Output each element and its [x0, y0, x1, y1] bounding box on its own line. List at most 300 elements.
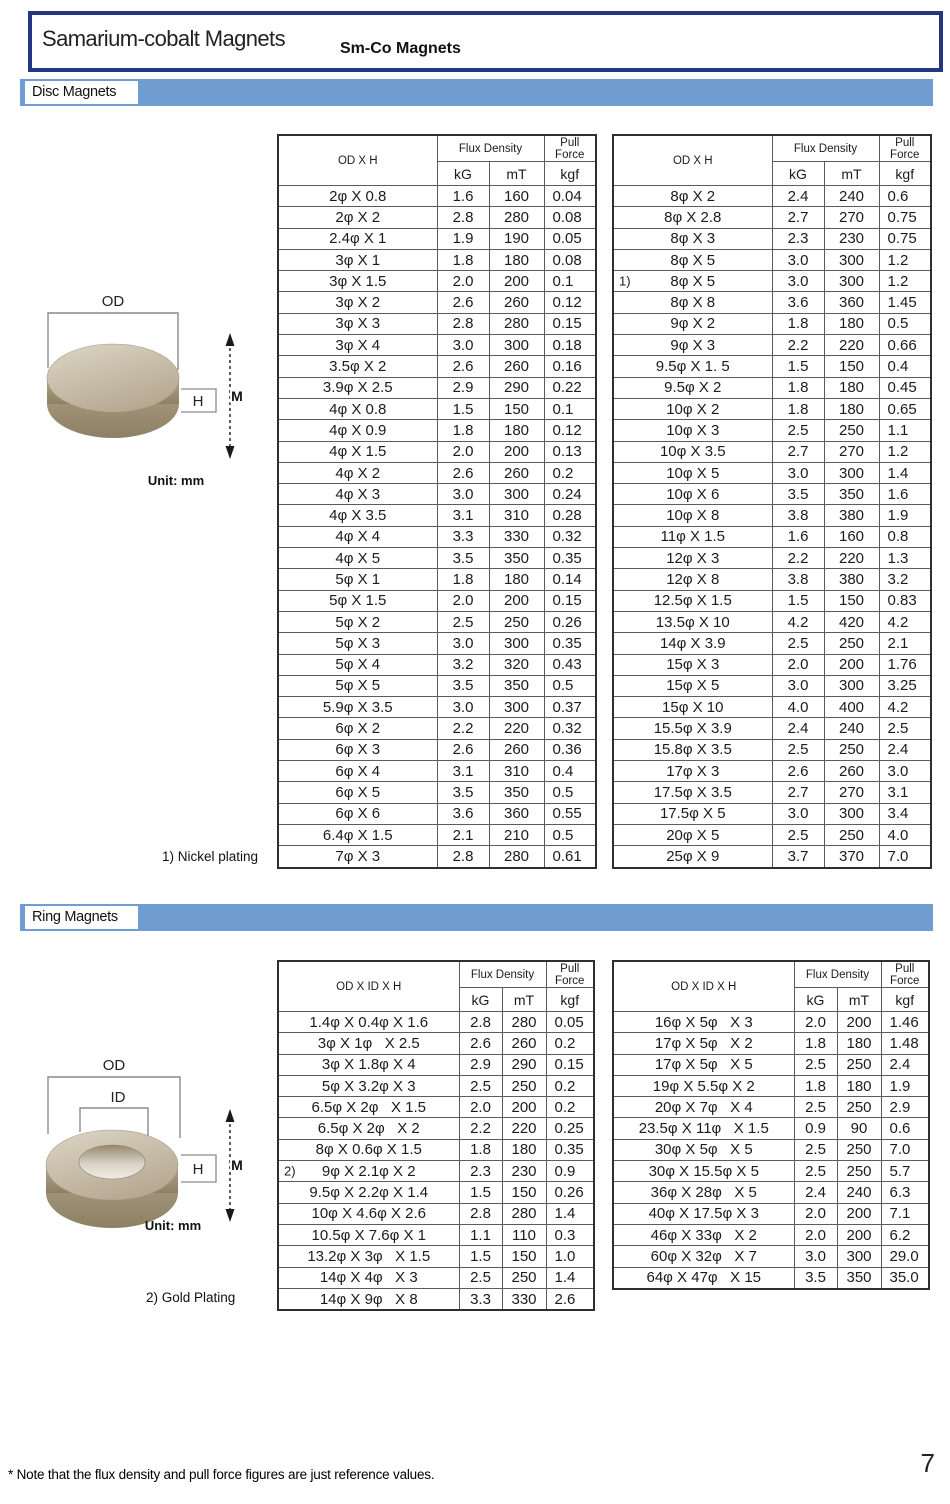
mt-cell: 260	[489, 356, 544, 377]
table-row	[278, 1012, 594, 1033]
mt-cell: 160	[824, 526, 879, 547]
table-row	[278, 249, 596, 270]
size-cell: 60φ X 32φ X 7	[613, 1246, 794, 1267]
mt-cell: 270	[824, 207, 879, 228]
mt-cell: 350	[837, 1267, 881, 1289]
size-cell: 9.5φ X 2.2φ X 1.4	[278, 1182, 459, 1203]
kg-cell: 2.0	[437, 441, 489, 462]
table-row	[613, 420, 931, 441]
kg-cell: 1.8	[772, 313, 824, 334]
flux-density-header: Flux Density	[772, 135, 879, 162]
mt-cell: 220	[489, 718, 544, 739]
ring-magnets-table-right	[612, 960, 930, 1290]
mt-cell: 180	[489, 420, 544, 441]
kg-cell: 3.3	[437, 526, 489, 547]
kgf-cell: 2.5	[879, 718, 931, 739]
mt-cell: 280	[502, 1012, 546, 1033]
mt-cell: 220	[824, 335, 879, 356]
mt-cell: 250	[837, 1161, 881, 1182]
disc-magnets-section-label: Disc Magnets	[25, 81, 138, 104]
kgf-cell: 0.75	[879, 228, 931, 249]
size-cell: 6φ X 5	[278, 782, 437, 803]
kg-cell: 2.8	[437, 313, 489, 334]
table-row	[613, 1097, 929, 1118]
table-row	[613, 1012, 929, 1033]
table-row	[613, 1267, 929, 1289]
size-cell: 23.5φ X 11φ X 1.5	[613, 1118, 794, 1139]
kgf-cell: 1.46	[881, 1012, 929, 1033]
mt-cell: 200	[489, 271, 544, 292]
mt-cell: 300	[837, 1246, 881, 1267]
kg-cell: 3.8	[772, 569, 824, 590]
size-cell: 4φ X 1.5	[278, 441, 437, 462]
mt-cell: 360	[824, 292, 879, 313]
size-cell: 9.5φ X 1. 5	[613, 356, 772, 377]
table-row	[278, 1203, 594, 1224]
kg-cell: 2.9	[459, 1054, 502, 1075]
mt-cell: 290	[502, 1054, 546, 1075]
table-row	[613, 697, 931, 718]
mt-cell: 250	[837, 1097, 881, 1118]
table-row	[278, 1267, 594, 1288]
size-cell: 7φ X 3	[278, 846, 437, 868]
table-row	[278, 654, 596, 675]
size-cell: 6.5φ X 2φ X 2	[278, 1118, 459, 1139]
kgf-cell: 0.6	[881, 1118, 929, 1139]
table-row	[278, 633, 596, 654]
kgf-cell: 0.15	[544, 313, 596, 334]
mt-cell: 280	[489, 846, 544, 868]
kg-cell: 3.0	[437, 697, 489, 718]
table-row	[613, 1118, 929, 1139]
table-row	[613, 249, 931, 270]
table-row	[613, 1033, 929, 1054]
kgf-cell: 0.26	[544, 611, 596, 632]
mt-cell: 300	[489, 633, 544, 654]
size-cell: 25φ X 9	[613, 846, 772, 868]
table-row	[613, 846, 931, 868]
size-cell: 6φ X 6	[278, 803, 437, 824]
table-row	[613, 718, 931, 739]
table-row	[278, 569, 596, 590]
kgf-cell: 1.76	[879, 654, 931, 675]
table-row	[613, 633, 931, 654]
size-cell: 3φ X 4	[278, 335, 437, 356]
kg-cell: 2.0	[794, 1203, 837, 1224]
mt-cell: 250	[824, 420, 879, 441]
kgf-cell: 1.6	[879, 484, 931, 505]
kgf-cell: 0.5	[879, 313, 931, 334]
table-row	[613, 292, 931, 313]
table-row	[613, 1182, 929, 1203]
mt-cell: 240	[824, 718, 879, 739]
table-row	[278, 377, 596, 398]
table-row	[278, 1224, 594, 1245]
mt-cell: 180	[824, 313, 879, 334]
size-cell: 17φ X 5φ X 5	[613, 1054, 794, 1075]
table-row	[613, 356, 931, 377]
ring-magnets-section-bar	[20, 904, 933, 931]
table-row	[278, 186, 596, 207]
kg-cell: 1.8	[437, 249, 489, 270]
od-label: OD	[101, 293, 125, 310]
table-row	[278, 718, 596, 739]
table-row	[278, 739, 596, 760]
mt-cell: 260	[489, 292, 544, 313]
size-cell: 4φ X 0.8	[278, 398, 437, 419]
kg-cell: 2.4	[794, 1182, 837, 1203]
mt-cell: 310	[489, 761, 544, 782]
mt-header: mT	[837, 988, 881, 1012]
kg-cell: 2.7	[772, 441, 824, 462]
kgf-cell: 0.24	[544, 484, 596, 505]
ring-magnets-section-label: Ring Magnets	[25, 906, 138, 929]
table-row	[278, 1139, 594, 1160]
size-cell: 30φ X 5φ X 5	[613, 1139, 794, 1160]
kg-cell: 1.8	[437, 420, 489, 441]
table-row	[278, 292, 596, 313]
kg-cell: 1.6	[772, 526, 824, 547]
kg-cell: 2.6	[437, 462, 489, 483]
size-cell: 14φ X 4φ X 3	[278, 1267, 459, 1288]
kg-cell: 2.2	[459, 1118, 502, 1139]
kg-cell: 2.5	[794, 1097, 837, 1118]
table-row	[613, 1054, 929, 1075]
kgf-cell: 0.35	[544, 548, 596, 569]
kg-cell: 1.5	[437, 398, 489, 419]
kg-header: kG	[459, 988, 502, 1012]
pull-force-header: Pull Force	[544, 135, 596, 162]
size-cell: 3.9φ X 2.5	[278, 377, 437, 398]
table-row	[613, 526, 931, 547]
mt-cell: 280	[489, 313, 544, 334]
table-row	[278, 271, 596, 292]
kgf-cell: 0.04	[544, 186, 596, 207]
size-cell: 3φ X 1φ X 2.5	[278, 1033, 459, 1054]
kgf-header: kgf	[546, 988, 594, 1012]
size-cell: 9φ X 2	[613, 313, 772, 334]
kgf-cell: 0.6	[879, 186, 931, 207]
pull-force-header: Pull Force	[546, 961, 594, 988]
table-row	[278, 1246, 594, 1267]
nickel-plating-note: 1) Nickel plating	[162, 849, 259, 864]
table-row	[278, 675, 596, 696]
size-cell: 10φ X 5	[613, 462, 772, 483]
mt-cell: 200	[837, 1203, 881, 1224]
table-row	[278, 1182, 594, 1203]
mt-cell: 330	[489, 526, 544, 547]
kgf-cell: 3.1	[879, 782, 931, 803]
kgf-cell: 7.1	[881, 1203, 929, 1224]
table-row	[278, 1075, 594, 1096]
kg-cell: 2.5	[772, 633, 824, 654]
ring-magnet-photo	[46, 1130, 178, 1228]
table-row	[278, 1288, 594, 1310]
size-cell: 15φ X 10	[613, 697, 772, 718]
kg-cell: 3.0	[772, 271, 824, 292]
mt-cell: 250	[837, 1139, 881, 1160]
kgf-cell: 1.0	[546, 1246, 594, 1267]
size-cell: 8φ X 0.6φ X 1.5	[278, 1139, 459, 1160]
mt-cell: 150	[502, 1182, 546, 1203]
kg-cell: 1.8	[794, 1033, 837, 1054]
size-cell: 20φ X 5	[613, 824, 772, 845]
kgf-cell: 0.5	[544, 675, 596, 696]
od-label: OD	[102, 1057, 126, 1074]
table-row	[613, 569, 931, 590]
size-cell: 17.5φ X 3.5	[613, 782, 772, 803]
kgf-cell: 1.2	[879, 271, 931, 292]
kgf-cell: 1.2	[879, 249, 931, 270]
table-row	[613, 1224, 929, 1245]
kg-cell: 3.0	[772, 803, 824, 824]
table-row	[278, 441, 596, 462]
kgf-cell: 1.1	[879, 420, 931, 441]
kg-cell: 2.2	[437, 718, 489, 739]
kg-cell: 3.8	[772, 505, 824, 526]
kgf-cell: 0.37	[544, 697, 596, 718]
kgf-cell: 7.0	[879, 846, 931, 868]
mt-header: mT	[824, 162, 879, 186]
mt-header: mT	[489, 162, 544, 186]
kgf-cell: 3.0	[879, 761, 931, 782]
kgf-cell: 0.9	[546, 1161, 594, 1182]
mt-cell: 350	[489, 548, 544, 569]
kgf-cell: 0.18	[544, 335, 596, 356]
kg-cell: 3.0	[772, 462, 824, 483]
mt-cell: 180	[489, 249, 544, 270]
size-cell: 13.5φ X 10	[613, 611, 772, 632]
size-cell: 14φ X 3.9	[613, 633, 772, 654]
mt-cell: 90	[837, 1118, 881, 1139]
mt-cell: 300	[824, 803, 879, 824]
kgf-cell: 0.65	[879, 398, 931, 419]
kg-cell: 2.7	[772, 207, 824, 228]
table-row	[278, 335, 596, 356]
size-cell: 5φ X 1	[278, 569, 437, 590]
kg-cell: 2.4	[772, 718, 824, 739]
mt-cell: 150	[489, 398, 544, 419]
mt-cell: 380	[824, 569, 879, 590]
size-cell: 30φ X 15.5φ X 5	[613, 1161, 794, 1182]
mt-cell: 420	[824, 611, 879, 632]
table-row	[613, 1161, 929, 1182]
mt-cell: 260	[489, 739, 544, 760]
kgf-cell: 3.2	[879, 569, 931, 590]
kg-cell: 2.5	[459, 1267, 502, 1288]
table-row	[613, 271, 931, 292]
table-row	[278, 590, 596, 611]
kg-cell: 3.3	[459, 1288, 502, 1310]
table-row	[613, 335, 931, 356]
table-row	[613, 313, 931, 334]
table-row	[613, 590, 931, 611]
page-number: 7	[920, 1448, 935, 1478]
mt-cell: 190	[489, 228, 544, 249]
size-cell: 5φ X 4	[278, 654, 437, 675]
kgf-cell: 0.32	[544, 526, 596, 547]
kgf-cell: 0.55	[544, 803, 596, 824]
size-cell: 16φ X 5φ X 3	[613, 1012, 794, 1033]
kgf-cell: 35.0	[881, 1267, 929, 1289]
size-cell: 3φ X 1.5	[278, 271, 437, 292]
kgf-cell: 6.3	[881, 1182, 929, 1203]
kg-cell: 3.1	[437, 505, 489, 526]
kgf-cell: 0.35	[546, 1139, 594, 1160]
kg-cell: 1.5	[459, 1182, 502, 1203]
table-row	[613, 782, 931, 803]
kgf-cell: 0.05	[546, 1012, 594, 1033]
kgf-cell: 0.5	[544, 782, 596, 803]
disc-unit-label: Unit: mm	[147, 473, 205, 488]
size-cell: 40φ X 17.5φ X 3	[613, 1203, 794, 1224]
table-row	[278, 1097, 594, 1118]
kgf-cell: 1.9	[881, 1075, 929, 1096]
kg-cell: 2.0	[437, 590, 489, 611]
size-cell: 6φ X 2	[278, 718, 437, 739]
size-cell: 64φ X 47φ X 15	[613, 1267, 794, 1289]
kg-cell: 2.5	[772, 739, 824, 760]
kg-cell: 1.8	[772, 377, 824, 398]
size-cell: 4φ X 5	[278, 548, 437, 569]
size-cell: 10φ X 2	[613, 398, 772, 419]
kgf-cell: 0.12	[544, 292, 596, 313]
mt-cell: 260	[489, 462, 544, 483]
kg-cell: 2.8	[459, 1203, 502, 1224]
size-cell: 3φ X 1.8φ X 4	[278, 1054, 459, 1075]
kg-cell: 4.2	[772, 611, 824, 632]
kg-cell: 0.9	[794, 1118, 837, 1139]
row-marker: 1)	[619, 273, 631, 289]
size-cell: 4φ X 3	[278, 484, 437, 505]
size-cell: 9φ X 2.1φ X 2 2)	[278, 1161, 459, 1182]
row-marker: 2)	[284, 1163, 296, 1179]
table-row	[278, 484, 596, 505]
kgf-cell: 0.32	[544, 718, 596, 739]
size-cell: 13.2φ X 3φ X 1.5	[278, 1246, 459, 1267]
kg-cell: 2.2	[772, 335, 824, 356]
kg-cell: 3.5	[437, 782, 489, 803]
size-column-header: OD X H	[278, 135, 437, 186]
table-row	[613, 505, 931, 526]
table-row	[613, 739, 931, 760]
flux-density-header: Flux Density	[794, 961, 881, 988]
size-cell: 8φ X 5	[613, 249, 772, 270]
mt-cell: 270	[824, 441, 879, 462]
kg-cell: 4.0	[772, 697, 824, 718]
mt-cell: 310	[489, 505, 544, 526]
kg-cell: 2.3	[459, 1161, 502, 1182]
size-cell: 10φ X 4.6φ X 2.6	[278, 1203, 459, 1224]
kg-cell: 1.8	[772, 398, 824, 419]
reference-values-footnote: * Note that the flux density and pull force figures are just reference values.	[8, 1467, 435, 1482]
kgf-cell: 4.2	[879, 697, 931, 718]
mt-cell: 250	[489, 611, 544, 632]
size-cell: 2φ X 0.8	[278, 186, 437, 207]
kg-cell: 2.0	[794, 1224, 837, 1245]
mt-cell: 270	[824, 782, 879, 803]
mt-cell: 220	[824, 548, 879, 569]
page-title: Samarium-cobalt Magnets	[42, 26, 285, 51]
kg-cell: 3.5	[794, 1267, 837, 1289]
kg-cell: 2.8	[437, 207, 489, 228]
kgf-cell: 0.13	[544, 441, 596, 462]
kg-cell: 1.8	[794, 1075, 837, 1096]
size-cell: 2.4φ X 1	[278, 228, 437, 249]
table-row	[278, 1054, 594, 1075]
size-cell: 36φ X 28φ X 5	[613, 1182, 794, 1203]
size-cell: 14φ X 9φ X 8	[278, 1288, 459, 1310]
mt-cell: 300	[489, 335, 544, 356]
mt-cell: 300	[824, 462, 879, 483]
size-cell: 4φ X 2	[278, 462, 437, 483]
kg-cell: 3.5	[437, 675, 489, 696]
size-cell: 8φ X 3	[613, 228, 772, 249]
table-row	[613, 1075, 929, 1096]
mt-cell: 400	[824, 697, 879, 718]
kgf-cell: 1.45	[879, 292, 931, 313]
table-row	[278, 1161, 594, 1182]
kgf-cell: 3.25	[879, 675, 931, 696]
mt-cell: 370	[824, 846, 879, 868]
kg-cell: 3.6	[772, 292, 824, 313]
kgf-cell: 2.9	[881, 1097, 929, 1118]
kg-cell: 2.6	[437, 739, 489, 760]
kgf-cell: 1.9	[879, 505, 931, 526]
kg-cell: 2.1	[437, 824, 489, 845]
kg-cell: 2.7	[772, 782, 824, 803]
kgf-cell: 7.0	[881, 1139, 929, 1160]
size-cell: 10φ X 3.5	[613, 441, 772, 462]
table-row	[278, 1033, 594, 1054]
kgf-cell: 1.48	[881, 1033, 929, 1054]
size-cell: 2φ X 2	[278, 207, 437, 228]
kg-cell: 2.8	[459, 1012, 502, 1033]
mt-cell: 300	[824, 675, 879, 696]
mt-cell: 180	[837, 1033, 881, 1054]
kgf-cell: 6.2	[881, 1224, 929, 1245]
size-cell: 6φ X 3	[278, 739, 437, 760]
mt-cell: 180	[824, 377, 879, 398]
pull-force-header: Pull Force	[879, 135, 931, 162]
size-cell: 5.9φ X 3.5	[278, 697, 437, 718]
table-row	[613, 1203, 929, 1224]
kgf-cell: 0.26	[546, 1182, 594, 1203]
size-cell: 3φ X 1	[278, 249, 437, 270]
mt-cell: 200	[489, 441, 544, 462]
size-cell: 8φ X 5 1)	[613, 271, 772, 292]
table-row	[278, 761, 596, 782]
mt-cell: 200	[837, 1224, 881, 1245]
m-label: M	[231, 1157, 243, 1173]
size-cell: 10φ X 3	[613, 420, 772, 441]
size-cell: 4φ X 0.9	[278, 420, 437, 441]
disc-magnets-section-bar	[20, 79, 933, 106]
table-row	[278, 462, 596, 483]
mt-cell: 230	[824, 228, 879, 249]
kgf-cell: 4.2	[879, 611, 931, 632]
size-cell: 4φ X 4	[278, 526, 437, 547]
kg-cell: 2.8	[437, 846, 489, 868]
kg-cell: 2.0	[772, 654, 824, 675]
size-column-header: OD X ID X H	[613, 961, 794, 1012]
mt-cell: 250	[824, 739, 879, 760]
kgf-cell: 0.83	[879, 590, 931, 611]
ring-magnet-diagram	[40, 1048, 275, 1248]
table-row	[278, 356, 596, 377]
size-cell: 8φ X 8	[613, 292, 772, 313]
kg-cell: 3.7	[772, 846, 824, 868]
